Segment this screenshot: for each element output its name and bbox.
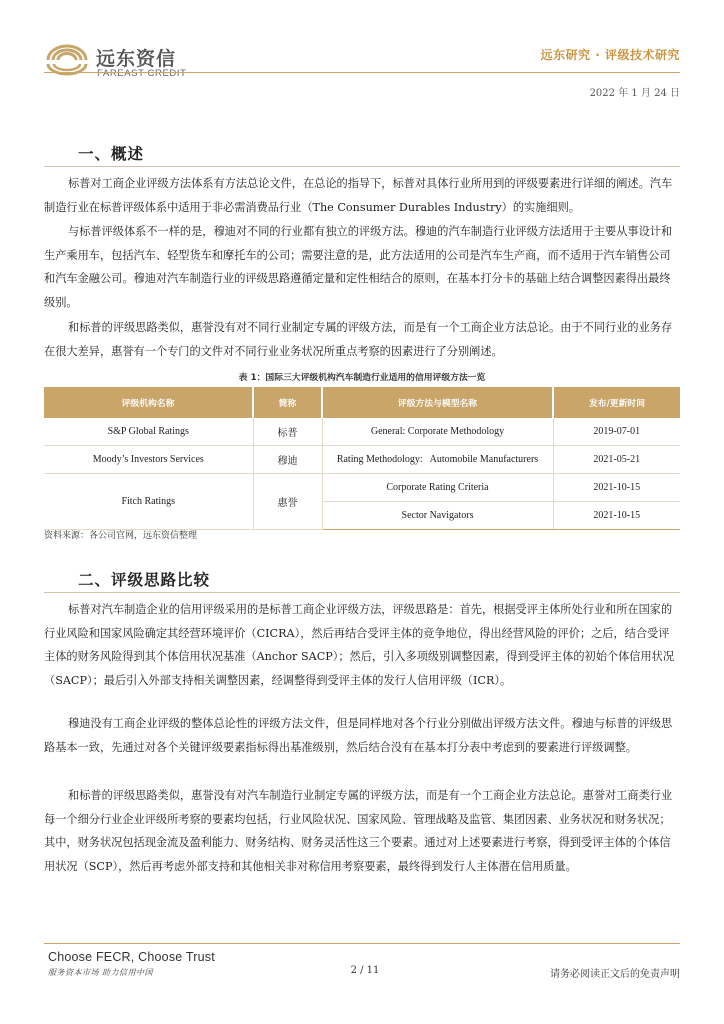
disclaimer-note: 请务必阅读正文后的免责声明 bbox=[550, 969, 680, 980]
short-cell: 惠誉 bbox=[253, 474, 322, 530]
date-cell: 2021-10-15 bbox=[553, 502, 680, 530]
page-number: 2 / 11 bbox=[350, 965, 380, 976]
rating-methods-table bbox=[44, 387, 680, 530]
table-header-row bbox=[44, 387, 680, 418]
paragraph: 与标普评级体系不一样的是，穆迪对不同的行业都有独立的评级方法。穆迪的汽车制造行业评级方法适用于主要从事设计和生产乘用车，包括汽车、轻型货车和摩托车的公司；需要注意的是，此方法适用的公司是汽车生产商，而不适用于汽车销售公司和汽车金融公司。穆迪对汽车制造行业的评级思路遵循定量和定性相结合的原则，在基本打分卡的基础上结合调整因素得出最终级别。 bbox=[44, 225, 673, 309]
section-1-body-3 bbox=[44, 316, 680, 363]
paragraph: 和标普的评级思路类似，惠誉没有对不同行业制定专属的评级方法，而是有一个工商企业方法总论。由于不同行业的业务存在很大差异，惠誉有一个专门的文件对不同行业业务状况所重点考察的因素进行了分别阐述。 bbox=[44, 321, 673, 358]
column-header: 评级机构名称 bbox=[44, 387, 253, 418]
method-cell: Rating Methodology: Automobile Manufacturers bbox=[322, 446, 553, 474]
column-header: 发布/更新时间 bbox=[553, 387, 680, 418]
page-header bbox=[0, 0, 724, 104]
agency-cell: Moody’s Investors Services bbox=[44, 446, 253, 474]
column-header: 简称 bbox=[253, 387, 322, 418]
report-series-title: 远东研究 · 评级技术研究 bbox=[540, 48, 680, 62]
method-cell: General: Corporate Methodology bbox=[322, 418, 553, 446]
footer-slogan-cn: 服务资本市场 助力信用中国 bbox=[48, 968, 154, 977]
footer-slogan-en: Choose FECR, Choose Trust bbox=[48, 950, 215, 964]
report-date: 2022 年 1 月 24 日 bbox=[589, 88, 680, 99]
date-cell: 2021-05-21 bbox=[553, 446, 680, 474]
paragraph: 标普对工商企业评级方法体系有方法总论文件，在总论的指导下，标普对具体行业所用到的评级要素进行详细的阐述。汽车制造行业在标普评级体系中适用于非必需消费品行业（The Consumer Durables Industry）的实施细则。 bbox=[44, 177, 673, 214]
table-source: 资料来源：各公司官网，远东资信整理 bbox=[44, 531, 198, 541]
section-2-body-3 bbox=[44, 784, 680, 878]
section-1-body bbox=[44, 172, 680, 219]
section-2-title: 二、评级思路比较 bbox=[78, 571, 211, 589]
method-cell: Sector Navigators bbox=[322, 502, 553, 530]
agency-cell: Fitch Ratings bbox=[44, 474, 253, 530]
column-header: 评级方法与模型名称 bbox=[322, 387, 553, 418]
paragraph: 和标普的评级思路类似，惠誉没有对汽车制造行业制定专属的评级方法，而是有一个工商企业方法总论。惠誉对工商类行业每一个细分行业企业评级所考察的要素均包括，行业风险状况、国家风险、管理战略及监管、集团因素、业务状况和财务状况；其中，财务状况包括现金流及盈利能力、财务结构、财务灵活性这三个要素。通过对上述要素进行考察，得到受评主体的个体信用状况（SCP），然后再考虑外部支持和其他相关非对称信用考察要素，最终得到发行人主体潜在信用质量。 bbox=[44, 789, 673, 873]
table-row bbox=[44, 446, 680, 474]
logo-text-cn: 远东资信 bbox=[96, 48, 177, 70]
short-cell: 穆迪 bbox=[253, 446, 322, 474]
header-divider bbox=[44, 72, 680, 73]
paragraph: 穆迪没有工商企业评级的整体总论性的评级方法文件，但是同样地对各个行业分别做出评级方法文件。穆迪与标普的评级思路基本一致，先通过对各个关键评级要素指标得出基准级别，然后结合没有在基本打分表中考虑到的要素进行评级调整。 bbox=[44, 717, 673, 754]
section-1-title: 一、概述 bbox=[78, 145, 145, 163]
section-1-body-2 bbox=[44, 220, 680, 314]
section-2-body-2 bbox=[44, 712, 680, 759]
method-cell: Corporate Rating Criteria bbox=[322, 474, 553, 502]
date-cell: 2019-07-01 bbox=[553, 418, 680, 446]
section-2-rule bbox=[44, 592, 680, 593]
table-row bbox=[44, 474, 680, 502]
footer-divider bbox=[44, 943, 680, 944]
logo-icon bbox=[44, 40, 90, 76]
logo-text-en: FAREAST CREDIT bbox=[97, 68, 187, 79]
short-cell: 标普 bbox=[253, 418, 322, 446]
table-caption: 表 1：国际三大评级机构汽车制造行业适用的信用评级方法一览 bbox=[238, 373, 486, 383]
section-2-body bbox=[44, 598, 680, 692]
date-cell: 2021-10-15 bbox=[553, 474, 680, 502]
table-row bbox=[44, 418, 680, 446]
agency-cell: S&P Global Ratings bbox=[44, 418, 253, 446]
paragraph: 标普对汽车制造企业的信用评级采用的是标普工商企业评级方法，评级思路是：首先，根据受评主体所处行业和所在国家的行业风险和国家风险确定其经营环境评价（CICRA），然后再结合受评主体的竞争地位，得出经营风险的评价；之后，结合受评主体的财务风险得到其个体信用状况基准（Anchor SACP）；然后，引入多项级别调整因素，得到受评主体的初始个体信用状况（SACP）；最后引入外部支持相关调整因素，经调整得到受评主体的发行人信用评级（ICR）。 bbox=[44, 603, 675, 687]
section-1-rule bbox=[44, 166, 680, 167]
